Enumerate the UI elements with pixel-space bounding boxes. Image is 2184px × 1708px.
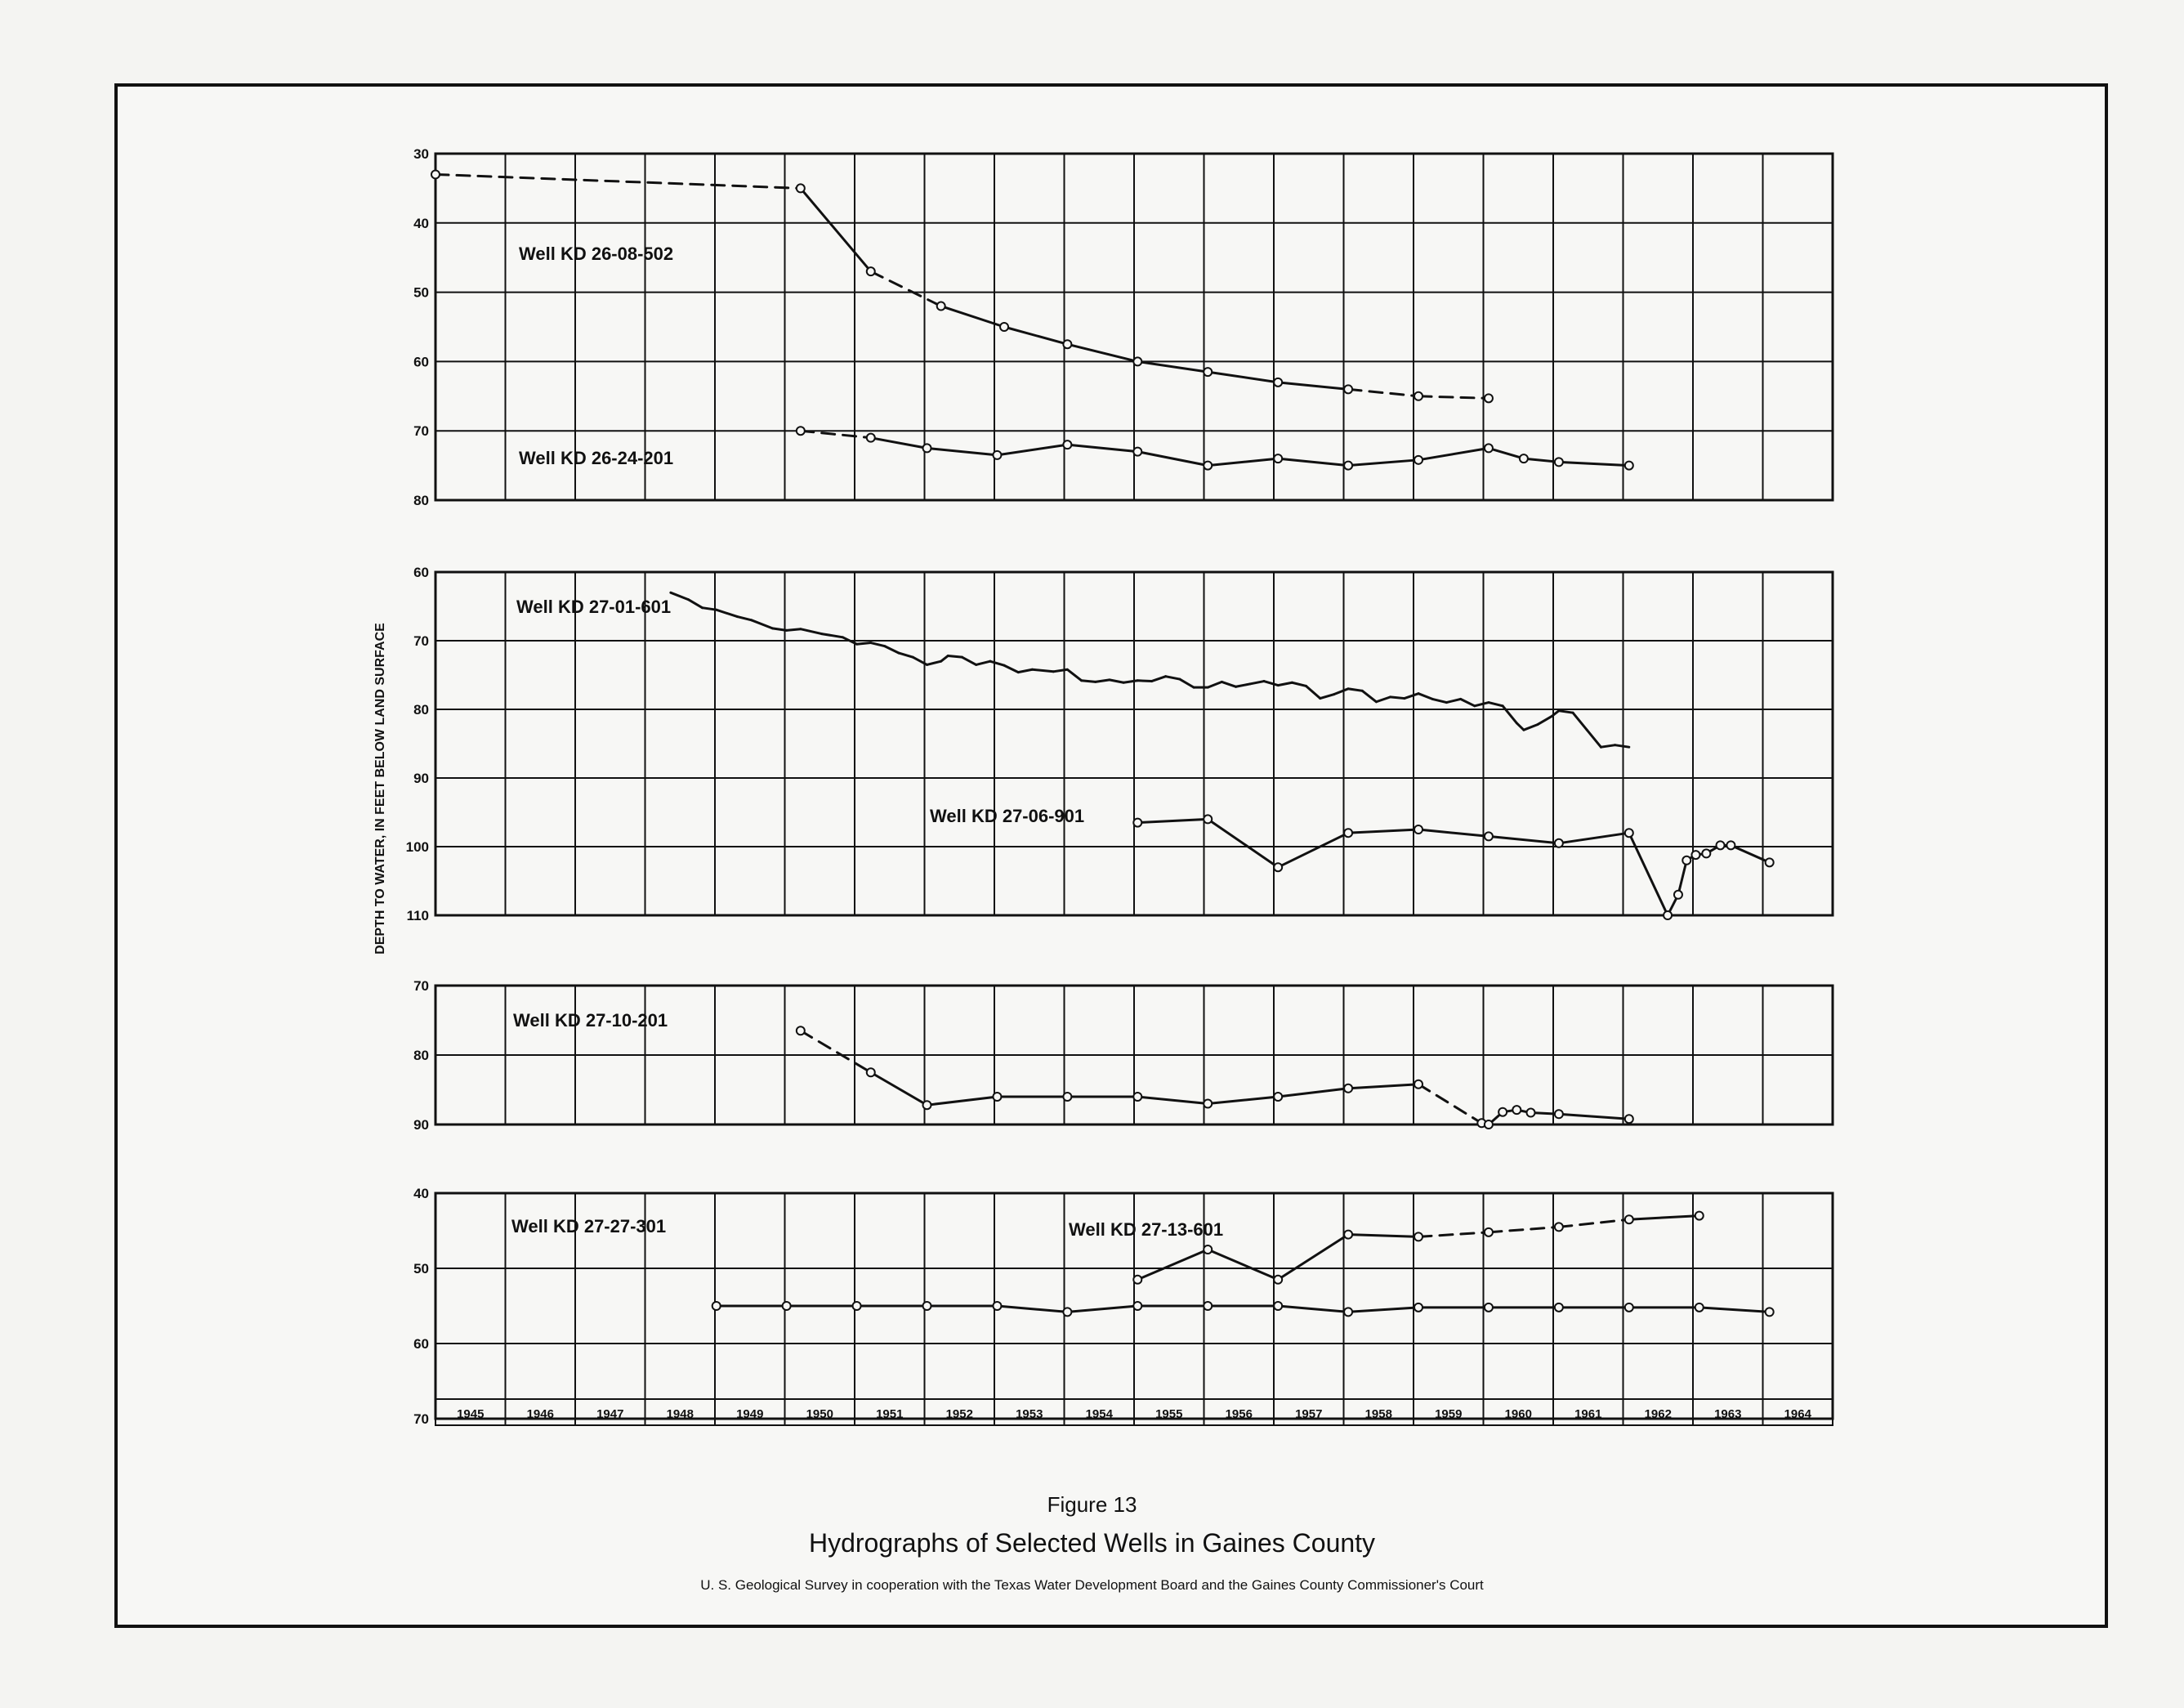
data-point bbox=[1717, 841, 1725, 849]
series-segment bbox=[1489, 1227, 1559, 1232]
x-tick-label: 1951 bbox=[876, 1407, 904, 1421]
data-point bbox=[431, 170, 440, 178]
data-point bbox=[1204, 815, 1212, 823]
data-point bbox=[1625, 1303, 1633, 1312]
series-segment bbox=[1559, 1219, 1629, 1227]
x-tick-label: 1961 bbox=[1574, 1407, 1602, 1421]
data-point bbox=[1682, 856, 1690, 865]
data-point bbox=[783, 1302, 791, 1310]
data-point bbox=[1766, 858, 1774, 866]
series-segment bbox=[990, 661, 1004, 665]
x-tick-label: 1962 bbox=[1644, 1407, 1672, 1421]
x-tick-label: 1955 bbox=[1155, 1407, 1183, 1421]
y-tick-label: 70 bbox=[413, 423, 429, 440]
series-segment bbox=[1208, 819, 1278, 867]
series-segment bbox=[1067, 669, 1081, 680]
series-segment bbox=[1446, 699, 1460, 702]
series-label: Well KD 27-01-601 bbox=[516, 597, 672, 617]
series-segment bbox=[976, 661, 990, 664]
x-tick-label: 1946 bbox=[526, 1407, 554, 1421]
y-tick-label: 50 bbox=[413, 1261, 429, 1277]
series-segment bbox=[1418, 1084, 1481, 1124]
series-segment bbox=[1137, 452, 1208, 466]
data-point bbox=[1344, 385, 1352, 393]
series-segment bbox=[1292, 682, 1306, 686]
series-segment bbox=[787, 629, 801, 631]
data-point bbox=[867, 434, 875, 442]
data-point bbox=[1555, 458, 1563, 466]
series-segment bbox=[857, 643, 871, 645]
series-segment bbox=[1348, 1084, 1418, 1089]
data-point bbox=[1414, 456, 1423, 464]
x-tick-label: 1953 bbox=[1016, 1407, 1043, 1421]
data-point bbox=[1485, 444, 1493, 452]
series-segment bbox=[752, 620, 773, 628]
series-segment bbox=[1018, 669, 1032, 672]
data-point bbox=[1274, 454, 1282, 463]
series-segment bbox=[1348, 689, 1362, 691]
series-segment bbox=[1278, 682, 1292, 685]
series-segment bbox=[1418, 829, 1489, 836]
series-segment bbox=[1250, 682, 1264, 684]
x-tick-label: 1947 bbox=[596, 1407, 624, 1421]
data-point bbox=[1344, 829, 1352, 837]
series-segment bbox=[1137, 681, 1151, 682]
series-segment bbox=[1678, 861, 1686, 895]
series-segment bbox=[1278, 1235, 1348, 1280]
figure-title: Hydrographs of Selected Wells in Gaines County bbox=[808, 1528, 1376, 1558]
series-segment bbox=[1208, 682, 1222, 687]
series-segment bbox=[1573, 713, 1587, 730]
y-tick-label: 90 bbox=[413, 1117, 429, 1133]
series-segment bbox=[927, 1097, 998, 1105]
series-segment bbox=[997, 1306, 1067, 1312]
x-tick-label: 1960 bbox=[1504, 1407, 1532, 1421]
y-tick-label: 70 bbox=[413, 633, 429, 649]
series-segment bbox=[1306, 686, 1320, 698]
data-point bbox=[1274, 378, 1282, 387]
x-tick-label: 1957 bbox=[1295, 1407, 1323, 1421]
series-segment bbox=[1489, 448, 1524, 458]
data-point bbox=[1695, 1303, 1704, 1312]
series-segment bbox=[822, 634, 843, 637]
series-segment bbox=[1503, 706, 1516, 723]
data-point bbox=[1133, 357, 1141, 365]
data-point bbox=[1625, 1115, 1633, 1123]
y-tick-label: 80 bbox=[413, 493, 429, 508]
data-point bbox=[1691, 851, 1699, 859]
series-segment bbox=[1004, 327, 1067, 344]
series-segment bbox=[1559, 833, 1629, 843]
data-point bbox=[1133, 1276, 1141, 1284]
series-segment bbox=[899, 653, 913, 657]
y-tick-label: 110 bbox=[406, 908, 429, 923]
data-point bbox=[1274, 1276, 1282, 1284]
series-segment bbox=[1067, 1306, 1137, 1312]
series-segment bbox=[801, 188, 871, 271]
data-point bbox=[1664, 911, 1672, 919]
series-segment bbox=[1166, 677, 1180, 679]
series-segment bbox=[1348, 1308, 1418, 1312]
data-point bbox=[1414, 1080, 1423, 1089]
series-segment bbox=[1180, 679, 1194, 687]
data-point bbox=[1133, 448, 1141, 456]
data-point bbox=[1625, 1215, 1633, 1223]
data-point bbox=[1344, 462, 1352, 470]
series-segment bbox=[1053, 669, 1067, 672]
data-point bbox=[923, 444, 931, 452]
series-label: Well KD 27-27-301 bbox=[511, 1216, 667, 1236]
series-segment bbox=[1236, 684, 1250, 686]
series-segment bbox=[1032, 669, 1053, 672]
data-point bbox=[1274, 1302, 1282, 1310]
series-segment bbox=[1629, 1216, 1699, 1220]
series-segment bbox=[997, 445, 1067, 455]
x-tick-label: 1948 bbox=[666, 1407, 694, 1421]
series-segment bbox=[1278, 833, 1348, 867]
series-segment bbox=[801, 629, 822, 634]
series-segment bbox=[671, 592, 688, 599]
series-segment bbox=[885, 646, 899, 653]
series-segment bbox=[1432, 699, 1446, 702]
data-point bbox=[993, 451, 1001, 459]
series-label: Well KD 27-13-601 bbox=[1069, 1219, 1224, 1240]
series-segment bbox=[1067, 445, 1137, 451]
x-tick-label: 1963 bbox=[1714, 1407, 1742, 1421]
y-tick-label: 40 bbox=[413, 215, 429, 231]
series-segment bbox=[1418, 396, 1489, 399]
data-point bbox=[1674, 891, 1682, 899]
data-point bbox=[1485, 1303, 1493, 1312]
series-segment bbox=[1137, 361, 1208, 372]
data-point bbox=[1204, 1302, 1212, 1310]
data-point bbox=[1414, 1303, 1423, 1312]
series-segment bbox=[1334, 689, 1348, 695]
series-segment bbox=[688, 600, 702, 608]
series-segment bbox=[1587, 730, 1601, 747]
series-segment bbox=[941, 655, 949, 661]
series-segment bbox=[1348, 1235, 1418, 1237]
series-segment bbox=[1320, 695, 1334, 699]
series-segment bbox=[1405, 694, 1418, 699]
series-segment bbox=[1082, 681, 1096, 682]
data-point bbox=[1555, 1110, 1563, 1118]
data-point bbox=[1555, 1303, 1563, 1312]
data-point bbox=[1485, 1120, 1493, 1129]
series-segment bbox=[1348, 460, 1418, 466]
series-segment bbox=[1137, 1097, 1208, 1104]
data-point bbox=[1204, 1100, 1212, 1108]
figure-label: Figure 13 bbox=[1047, 1492, 1137, 1517]
series-segment bbox=[1137, 1250, 1208, 1280]
series-segment bbox=[1208, 1250, 1278, 1280]
x-tick-label: 1958 bbox=[1364, 1407, 1392, 1421]
x-tick-label: 1950 bbox=[806, 1407, 833, 1421]
data-point bbox=[1204, 462, 1212, 470]
data-point bbox=[867, 267, 875, 275]
data-point bbox=[1274, 1093, 1282, 1101]
series-segment bbox=[1348, 389, 1418, 396]
series-segment bbox=[1208, 372, 1278, 382]
x-tick-label: 1945 bbox=[457, 1407, 485, 1421]
data-point bbox=[1063, 440, 1071, 449]
data-point bbox=[1063, 1308, 1071, 1316]
y-tick-label: 80 bbox=[413, 702, 429, 718]
series-segment bbox=[801, 431, 871, 437]
series-segment bbox=[871, 271, 941, 306]
series-segment bbox=[962, 657, 976, 664]
data-point bbox=[1344, 1084, 1352, 1093]
series-segment bbox=[927, 448, 998, 454]
series-segment bbox=[1699, 1308, 1770, 1312]
y-tick-label: 60 bbox=[413, 565, 429, 580]
series-segment bbox=[1601, 745, 1615, 748]
series-segment bbox=[871, 643, 885, 646]
x-tick-label: 1959 bbox=[1435, 1407, 1463, 1421]
data-point bbox=[1520, 454, 1528, 463]
y-tick-label: 40 bbox=[413, 1186, 429, 1201]
data-point bbox=[1485, 394, 1493, 402]
y-tick-label: 70 bbox=[413, 1411, 429, 1427]
series-segment bbox=[1475, 703, 1489, 706]
series-segment bbox=[1731, 845, 1769, 862]
y-tick-label: 80 bbox=[413, 1048, 429, 1063]
series-segment bbox=[871, 438, 927, 449]
series-segment bbox=[1208, 458, 1278, 465]
data-point bbox=[1344, 1231, 1352, 1239]
data-point bbox=[1766, 1308, 1774, 1316]
series-segment bbox=[737, 617, 751, 620]
data-point bbox=[1000, 323, 1008, 331]
series-segment bbox=[1096, 680, 1110, 682]
series-segment bbox=[1110, 680, 1123, 682]
data-point bbox=[937, 302, 945, 311]
y-tick-label: 50 bbox=[413, 284, 429, 301]
data-point bbox=[1485, 832, 1493, 840]
series-segment bbox=[1278, 1089, 1348, 1097]
series-segment bbox=[435, 174, 801, 188]
series-segment bbox=[1348, 829, 1418, 833]
data-point bbox=[1414, 392, 1423, 400]
y-tick-label: 60 bbox=[413, 1336, 429, 1352]
data-point bbox=[1063, 1093, 1071, 1101]
data-point bbox=[923, 1101, 931, 1109]
series-label: Well KD 26-08-502 bbox=[519, 244, 674, 264]
series-segment bbox=[1278, 1306, 1348, 1312]
series-label: Well KD 27-10-201 bbox=[513, 1010, 668, 1031]
y-tick-label: 30 bbox=[413, 146, 429, 162]
data-point bbox=[1133, 819, 1141, 827]
data-point bbox=[1695, 1212, 1704, 1220]
series-segment bbox=[1151, 677, 1165, 682]
data-point bbox=[1512, 1106, 1521, 1114]
data-point bbox=[797, 184, 805, 192]
data-point bbox=[867, 1068, 875, 1076]
series-segment bbox=[1278, 382, 1348, 389]
series-segment bbox=[1362, 691, 1376, 701]
series-segment bbox=[1376, 697, 1390, 702]
y-tick-label: 60 bbox=[413, 354, 429, 370]
data-point bbox=[1555, 839, 1563, 847]
figure-credit: U. S. Geological Survey in cooperation with the Texas Water Development Board and the Gaines County Commissioner's Court bbox=[700, 1577, 1484, 1593]
series-segment bbox=[1278, 458, 1348, 465]
series-segment bbox=[1067, 344, 1137, 361]
series-label: Well KD 27-06-901 bbox=[930, 806, 1085, 826]
data-point bbox=[1527, 1109, 1535, 1117]
y-tick-label: 90 bbox=[413, 771, 429, 786]
data-point bbox=[923, 1302, 931, 1310]
data-point bbox=[1702, 849, 1710, 857]
data-point bbox=[1414, 825, 1423, 834]
data-point bbox=[1726, 841, 1735, 849]
data-point bbox=[1555, 1223, 1563, 1231]
y-tick-label: 70 bbox=[413, 978, 429, 994]
x-tick-label: 1956 bbox=[1225, 1407, 1253, 1421]
series-segment bbox=[1538, 716, 1552, 724]
series-segment bbox=[1559, 711, 1573, 713]
data-point bbox=[993, 1093, 1001, 1101]
series-segment bbox=[871, 1072, 927, 1105]
series-segment bbox=[1004, 665, 1018, 672]
data-point bbox=[1625, 462, 1633, 470]
series-segment bbox=[1418, 694, 1432, 700]
data-point bbox=[1204, 368, 1212, 376]
data-point bbox=[1625, 829, 1633, 837]
data-point bbox=[1498, 1108, 1507, 1116]
series-segment bbox=[1629, 833, 1668, 915]
series-segment bbox=[1489, 836, 1559, 843]
series-segment bbox=[1489, 703, 1503, 706]
series-segment bbox=[1123, 681, 1137, 683]
data-point bbox=[853, 1302, 861, 1310]
data-point bbox=[1344, 1308, 1352, 1316]
series-segment bbox=[1461, 699, 1475, 705]
series-segment bbox=[801, 1031, 871, 1072]
data-point bbox=[797, 1026, 805, 1035]
data-point bbox=[1204, 1245, 1212, 1254]
data-point bbox=[1485, 1228, 1493, 1236]
data-point bbox=[797, 427, 805, 435]
series-label: Well KD 26-24-201 bbox=[519, 448, 674, 468]
series-segment bbox=[948, 655, 962, 657]
series-segment bbox=[1391, 697, 1405, 699]
series-segment bbox=[1615, 745, 1629, 748]
series-segment bbox=[1559, 462, 1629, 465]
series-segment bbox=[1559, 1114, 1629, 1119]
data-point bbox=[1274, 863, 1282, 871]
series-segment bbox=[1418, 1232, 1489, 1237]
series-segment bbox=[1222, 682, 1235, 686]
series-segment bbox=[927, 661, 941, 664]
data-point bbox=[1414, 1232, 1423, 1241]
x-tick-label: 1952 bbox=[945, 1407, 973, 1421]
data-point bbox=[712, 1302, 721, 1310]
data-point bbox=[1133, 1093, 1141, 1101]
x-tick-label: 1964 bbox=[1784, 1407, 1811, 1421]
x-tick-label: 1954 bbox=[1085, 1407, 1113, 1421]
series-segment bbox=[1418, 448, 1489, 459]
data-point bbox=[993, 1302, 1001, 1310]
data-point bbox=[1133, 1302, 1141, 1310]
series-segment bbox=[1524, 724, 1538, 730]
series-segment bbox=[1208, 1097, 1278, 1104]
series-segment bbox=[1516, 723, 1524, 730]
y-tick-label: 100 bbox=[405, 839, 429, 855]
series-segment bbox=[1264, 682, 1278, 686]
data-point bbox=[1063, 340, 1071, 348]
x-tick-label: 1949 bbox=[736, 1407, 764, 1421]
series-segment bbox=[1137, 819, 1208, 822]
series-segment bbox=[717, 610, 738, 616]
y-axis-label: DEPTH TO WATER, IN FEET BELOW LAND SURFACE bbox=[373, 623, 387, 955]
